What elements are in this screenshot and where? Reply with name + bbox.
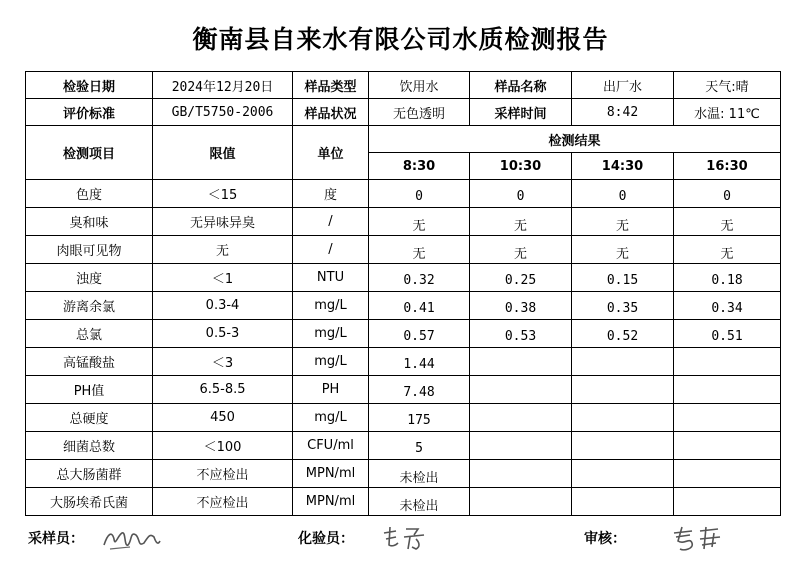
sample-condition-label: 样品状况 [293,99,369,126]
table-row [26,348,781,376]
sample-type-label: 样品类型 [293,72,369,99]
result-value [572,460,674,488]
standard-value: GB/T5750-2006 [153,99,293,126]
sample-condition-value: 无色透明 [369,99,470,126]
result-value: 0.35 [572,292,674,320]
header-limit: 限值 [153,126,293,180]
info-row-2 [26,99,781,126]
result-value: 0 [674,180,781,208]
result-value: 5 [369,432,470,460]
table-row [26,264,781,292]
limit-value: 无异味异臭 [153,208,293,236]
result-value [470,404,572,432]
result-value: 无 [369,208,470,236]
result-value [674,404,781,432]
unit-value: CFU/ml [293,432,369,460]
sampling-time-value: 8:42 [572,99,674,126]
result-value [674,488,781,516]
header-results: 检测结果 [369,126,781,153]
header-time: 16:30 [674,153,781,180]
unit-value: MPN/ml [293,460,369,488]
test-item: 游离余氯 [26,292,153,320]
limit-value: 不应检出 [153,488,293,516]
data-rows [26,180,781,516]
result-value [572,404,674,432]
reviewer-label: 审核： [584,531,626,547]
table-row [26,488,781,516]
result-value [674,432,781,460]
unit-value: mg/L [293,292,369,320]
header-unit: 单位 [293,126,369,180]
result-value [470,460,572,488]
result-value: 无 [572,236,674,264]
test-item: 大肠埃希氏菌 [26,488,153,516]
unit-value: MPN/ml [293,488,369,516]
result-value: 无 [470,208,572,236]
sample-type-value: 饮用水 [369,72,470,99]
result-value: 未检出 [369,460,470,488]
sampling-time-label: 采样时间 [470,99,572,126]
result-value [470,432,572,460]
standard-label: 评价标准 [26,99,153,126]
unit-value: mg/L [293,320,369,348]
result-value: 无 [572,208,674,236]
result-value: 无 [674,236,781,264]
table-row [26,180,781,208]
table-row [26,376,781,404]
report-title: 衡南县自来水有限公司水质检测报告 [192,25,609,54]
result-value: 无 [470,236,572,264]
result-value: 未检出 [369,488,470,516]
result-value [470,348,572,376]
result-value: 0.38 [470,292,572,320]
sample-name-label: 样品名称 [470,72,572,99]
weather-value: 天气:晴 [674,72,781,99]
header-time: 10:30 [470,153,572,180]
result-value: 0.51 [674,320,781,348]
result-value: 0.15 [572,264,674,292]
inspection-date-value: 2024年12月20日 [153,72,293,99]
unit-value: 度 [293,180,369,208]
limit-value: 450 [153,404,293,432]
test-item: 总大肠菌群 [26,460,153,488]
table-row [26,460,781,488]
result-value: 0.34 [674,292,781,320]
limit-value: ＜15 [153,180,293,208]
table-row [26,432,781,460]
limit-value: 0.3-4 [153,292,293,320]
result-value: 0.25 [470,264,572,292]
limit-value: ＜1 [153,264,293,292]
result-value [572,348,674,376]
result-value: 0 [470,180,572,208]
inspection-date-label: 检验日期 [26,72,153,99]
table-row [26,404,781,432]
unit-value: PH [293,376,369,404]
result-value: 1.44 [369,348,470,376]
result-value: 0 [572,180,674,208]
reviewer-signature [670,523,728,555]
header-row-1 [26,126,781,153]
result-value: 0.32 [369,264,470,292]
tester-signature [380,523,430,555]
result-value: 0.41 [369,292,470,320]
test-item: 总氯 [26,320,153,348]
unit-value: / [293,208,369,236]
sampler-label: 采样员： [28,531,84,547]
result-value: 无 [674,208,781,236]
test-item: PH值 [26,376,153,404]
unit-value: NTU [293,264,369,292]
result-value [674,376,781,404]
result-value [470,488,572,516]
result-value: 0.53 [470,320,572,348]
info-row-1 [26,72,781,99]
result-value: 0 [369,180,470,208]
result-value [572,488,674,516]
test-item: 臭和味 [26,208,153,236]
limit-value: 无 [153,236,293,264]
table-row [26,320,781,348]
water-temp-value: 水温: 11℃ [674,99,781,126]
sample-name-value: 出厂水 [572,72,674,99]
result-value [470,376,572,404]
limit-value: 0.5-3 [153,320,293,348]
test-item: 肉眼可见物 [26,236,153,264]
test-item: 高锰酸盐 [26,348,153,376]
test-item: 细菌总数 [26,432,153,460]
header-time: 14:30 [572,153,674,180]
result-value: 0.18 [674,264,781,292]
result-value [674,348,781,376]
unit-value: mg/L [293,348,369,376]
result-value [572,376,674,404]
result-value: 0.57 [369,320,470,348]
limit-value: 6.5-8.5 [153,376,293,404]
result-value [572,432,674,460]
result-value: 175 [369,404,470,432]
result-value: 0.52 [572,320,674,348]
unit-value: / [293,236,369,264]
header-item: 检测项目 [26,126,153,180]
limit-value: 不应检出 [153,460,293,488]
tester-label: 化验员： [298,531,354,547]
test-item: 色度 [26,180,153,208]
result-value [674,460,781,488]
header-time: 8:30 [369,153,470,180]
test-item: 浊度 [26,264,153,292]
report-table [25,71,781,516]
result-value: 无 [369,236,470,264]
sampler-signature [100,523,162,555]
unit-value: mg/L [293,404,369,432]
result-value: 7.48 [369,376,470,404]
test-item: 总硬度 [26,404,153,432]
table-row [26,292,781,320]
table-row [26,236,781,264]
limit-value: ＜100 [153,432,293,460]
limit-value: ＜3 [153,348,293,376]
table-row [26,208,781,236]
